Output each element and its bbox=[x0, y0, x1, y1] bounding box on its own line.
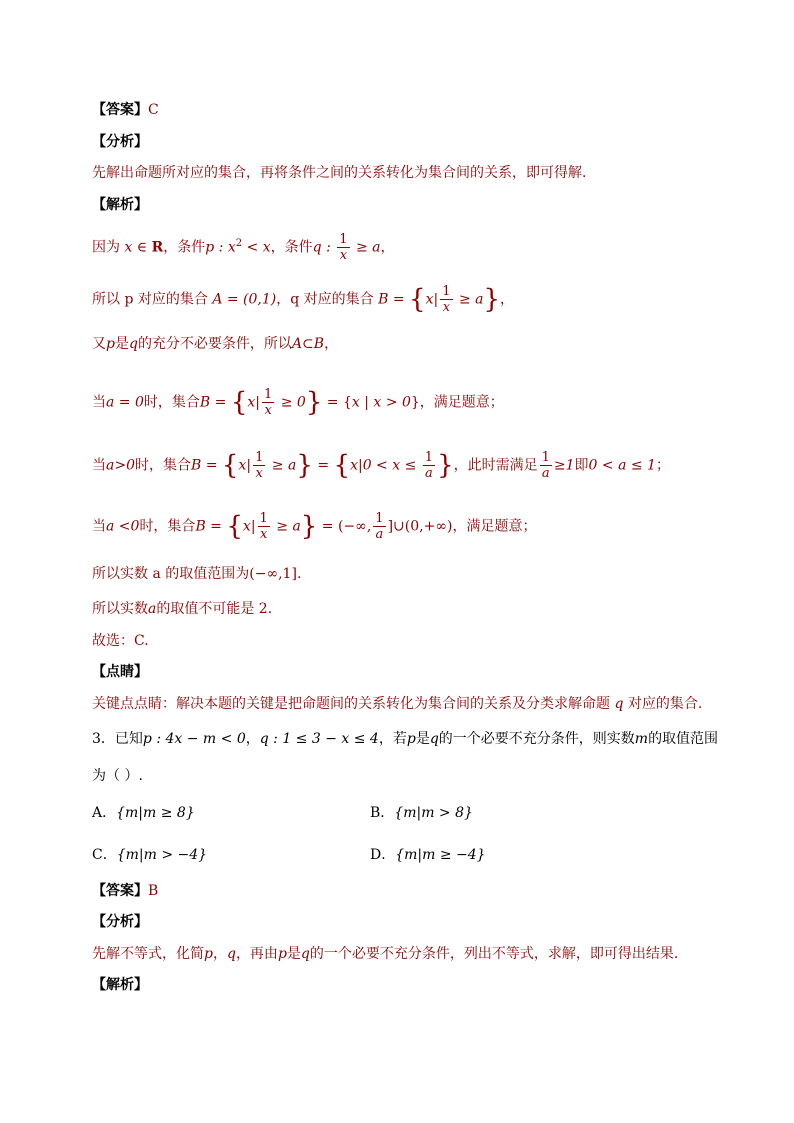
math: a = 0 bbox=[106, 394, 144, 411]
right-brace: } bbox=[305, 387, 323, 418]
right-brace: } bbox=[437, 450, 454, 481]
fraction bbox=[373, 511, 385, 542]
text: 时，集合 bbox=[139, 518, 196, 535]
math: p bbox=[277, 946, 287, 962]
math: (−∞,1] bbox=[249, 566, 297, 582]
note-tag: 【点睛】 bbox=[92, 664, 148, 680]
option-c[interactable] bbox=[92, 845, 207, 865]
option-d[interactable] bbox=[370, 845, 486, 865]
math: ≥1 bbox=[553, 457, 575, 474]
option-set: {m|m ≥ 8} bbox=[116, 805, 195, 821]
text: 当 bbox=[92, 394, 106, 411]
right-brace: } bbox=[410, 394, 420, 411]
math: A = (0,1) bbox=[212, 291, 277, 308]
note-tag-line bbox=[92, 662, 148, 682]
answer-tag: 【答案】 bbox=[92, 102, 148, 118]
fraction-numerator: 1 bbox=[263, 387, 273, 402]
math: ≥ a bbox=[271, 518, 301, 535]
solution-line-2 bbox=[92, 284, 514, 315]
fraction-denominator: a bbox=[541, 466, 550, 481]
math: ∈ bbox=[132, 239, 152, 256]
math: q bbox=[226, 946, 236, 962]
text: ，若 bbox=[378, 731, 407, 747]
text: 关键点点睛：解决本题的关键是把命题间的关系转化为集合间的关系及分类求解命题 bbox=[92, 696, 615, 712]
solution-tag-line-3 bbox=[92, 975, 148, 995]
text: 即 bbox=[574, 457, 589, 474]
text: ，条件 bbox=[270, 239, 313, 256]
fraction-denominator: a bbox=[425, 466, 433, 481]
fraction-numerator: 1 bbox=[442, 284, 451, 299]
math: x bbox=[242, 518, 251, 535]
fraction-numerator: 1 bbox=[424, 450, 434, 465]
option-set: {m|m > −4} bbox=[116, 847, 208, 863]
solution-line-5 bbox=[92, 450, 670, 481]
math: (−∞, bbox=[337, 518, 372, 535]
left-brace: { bbox=[221, 450, 239, 481]
text: ； bbox=[655, 457, 670, 474]
math: < x bbox=[242, 239, 271, 256]
math: ≥ a bbox=[351, 239, 381, 256]
fraction bbox=[262, 387, 274, 418]
text: 时，集合 bbox=[134, 457, 191, 474]
math: B = bbox=[199, 394, 231, 411]
text: ，此时需满足 bbox=[453, 457, 538, 474]
math: a>0 bbox=[106, 457, 135, 474]
math: x | x > 0 bbox=[351, 394, 411, 411]
solution-line-3 bbox=[92, 334, 338, 354]
text: 的一个必要不充分条件，则实数 bbox=[438, 731, 635, 747]
answer-line bbox=[92, 100, 159, 120]
fraction-numerator: 1 bbox=[259, 511, 268, 526]
fraction-denominator: x bbox=[339, 248, 348, 263]
text: ， bbox=[324, 336, 339, 352]
option-label: C． bbox=[92, 847, 117, 863]
left-brace: { bbox=[409, 284, 426, 315]
math: p bbox=[406, 731, 416, 747]
option-set: {m|m > 8} bbox=[394, 805, 473, 821]
math: p bbox=[106, 336, 115, 352]
text: 对应的集合. bbox=[623, 696, 703, 712]
solution-line-1 bbox=[92, 232, 395, 263]
text: 当 bbox=[92, 518, 106, 535]
option-label: B． bbox=[370, 805, 395, 821]
text: 是 bbox=[286, 946, 301, 962]
right-brace: } bbox=[300, 511, 318, 542]
fraction bbox=[440, 284, 452, 315]
text: ， bbox=[212, 946, 227, 962]
text: ， bbox=[245, 731, 260, 747]
solution-tag-line bbox=[92, 195, 148, 215]
option-label: D． bbox=[370, 847, 396, 863]
math: B = bbox=[378, 291, 410, 308]
math: 0 < x ≤ bbox=[362, 457, 421, 474]
answer-value: B bbox=[148, 883, 159, 899]
left-brace: { bbox=[230, 387, 248, 418]
math: p : 4x − m < 0 bbox=[142, 731, 246, 747]
bar: | bbox=[250, 518, 256, 535]
text: 所以实数 bbox=[92, 601, 148, 617]
math: x bbox=[425, 291, 434, 308]
math: x bbox=[247, 394, 256, 411]
bar: | bbox=[246, 457, 252, 474]
option-b[interactable] bbox=[370, 803, 473, 823]
left-brace: { bbox=[333, 450, 351, 481]
analysis-tag-line bbox=[92, 132, 148, 152]
option-label: A． bbox=[92, 805, 117, 821]
question-3-stem bbox=[92, 729, 718, 749]
math-exponent: 2 bbox=[235, 237, 243, 249]
solution-tag: 【解析】 bbox=[92, 197, 148, 213]
solution-line-6 bbox=[92, 511, 536, 542]
left-brace: { bbox=[343, 394, 352, 411]
fraction-numerator: 1 bbox=[255, 450, 264, 465]
fraction bbox=[337, 232, 349, 263]
math-set-R: R bbox=[151, 239, 164, 256]
math: a bbox=[148, 601, 157, 617]
text: 的充分不必要条件，所以 bbox=[137, 336, 292, 352]
text: 因为 bbox=[92, 239, 120, 256]
math: a <0 bbox=[106, 518, 140, 535]
fraction-denominator: x bbox=[442, 300, 451, 315]
text: 是 bbox=[114, 336, 129, 352]
option-a[interactable] bbox=[92, 803, 195, 823]
text: ， bbox=[500, 291, 515, 308]
solution-line-7 bbox=[92, 564, 301, 584]
math: ≥ 0 bbox=[276, 394, 306, 411]
fraction-denominator: x bbox=[260, 527, 268, 542]
fraction-denominator: x bbox=[264, 403, 272, 418]
text: 的一个必要不充分条件，列出不等式，求解，即可得出结果. bbox=[309, 946, 679, 962]
bar: | bbox=[433, 291, 439, 308]
solution-line-4 bbox=[92, 387, 504, 418]
fraction-denominator: a bbox=[375, 527, 384, 542]
math: A⊂B bbox=[291, 336, 325, 352]
text: ，q 对应的集合 bbox=[276, 291, 379, 308]
text: ， bbox=[380, 239, 395, 256]
text: 3．已知 bbox=[92, 731, 143, 747]
text: ，条件 bbox=[163, 239, 206, 256]
math: ≥ a bbox=[454, 291, 484, 308]
analysis-text-3 bbox=[92, 944, 678, 964]
math: x bbox=[124, 239, 133, 256]
math: q bbox=[300, 946, 310, 962]
fraction bbox=[540, 450, 552, 481]
text: 所以实数 a 的取值范围为 bbox=[92, 566, 250, 582]
fraction-numerator: 1 bbox=[541, 450, 550, 465]
analysis-text: 先解出命题所对应的集合，再将条件之间的关系转化为集合间的关系，即可得解. bbox=[92, 165, 587, 181]
fraction bbox=[423, 450, 435, 481]
text: 先解不等式，化简 bbox=[92, 946, 204, 962]
fraction-numerator: 1 bbox=[339, 232, 348, 247]
text: 时，集合 bbox=[143, 394, 200, 411]
text: ，再由 bbox=[235, 946, 278, 962]
analysis-tag-line-3 bbox=[92, 912, 148, 932]
math: q : bbox=[312, 239, 336, 256]
choice-line: 故选：C. bbox=[92, 633, 149, 649]
math: ]∪(0,+∞) bbox=[387, 518, 453, 535]
math: = bbox=[312, 457, 334, 474]
math: 0 < a ≤ 1 bbox=[588, 457, 656, 474]
text: 的取值不可能是 2. bbox=[156, 601, 273, 617]
analysis-tag: 【分析】 bbox=[92, 914, 148, 930]
text: ，满足题意； bbox=[419, 394, 504, 411]
right-brace: } bbox=[483, 284, 501, 315]
fraction bbox=[258, 511, 270, 542]
math: x bbox=[238, 457, 247, 474]
solution-tag: 【解析】 bbox=[92, 977, 148, 993]
math: x bbox=[350, 457, 358, 474]
text: 当 bbox=[92, 457, 106, 474]
question-3-stem-line-2: 为（ ）. bbox=[92, 768, 143, 784]
answer-tag: 【答案】 bbox=[92, 883, 148, 899]
math: = bbox=[317, 518, 338, 535]
option-set: {m|m ≥ −4} bbox=[395, 847, 486, 863]
math: q : 1 ≤ 3 − x ≤ 4 bbox=[259, 731, 379, 747]
right-brace: } bbox=[296, 450, 313, 481]
math: m bbox=[634, 731, 649, 747]
bar: | bbox=[255, 394, 260, 411]
math: q bbox=[614, 696, 624, 712]
math: p : x bbox=[205, 239, 236, 256]
math: B = bbox=[195, 518, 227, 535]
fraction-numerator: 1 bbox=[375, 511, 384, 526]
answer-line-3 bbox=[92, 881, 158, 901]
note-text bbox=[92, 694, 702, 714]
solution-line-8 bbox=[92, 599, 272, 619]
text: 所以 p 对应的集合 bbox=[92, 291, 213, 308]
text: . bbox=[296, 566, 302, 582]
math: = bbox=[322, 394, 343, 411]
math: q bbox=[128, 336, 138, 352]
left-brace: { bbox=[226, 511, 243, 542]
analysis-tag: 【分析】 bbox=[92, 134, 148, 150]
text: 是 bbox=[415, 731, 430, 747]
fraction bbox=[253, 450, 265, 481]
text: 的取值范围 bbox=[648, 731, 719, 747]
text: ，满足题意； bbox=[452, 518, 537, 535]
math: q bbox=[429, 731, 439, 747]
math: ≥ a bbox=[267, 457, 297, 474]
math: B = bbox=[190, 457, 222, 474]
math: p bbox=[204, 946, 213, 962]
answer-value: C bbox=[148, 102, 159, 118]
fraction-denominator: x bbox=[255, 466, 263, 481]
text: 又 bbox=[92, 336, 106, 352]
bar: | bbox=[357, 457, 363, 474]
